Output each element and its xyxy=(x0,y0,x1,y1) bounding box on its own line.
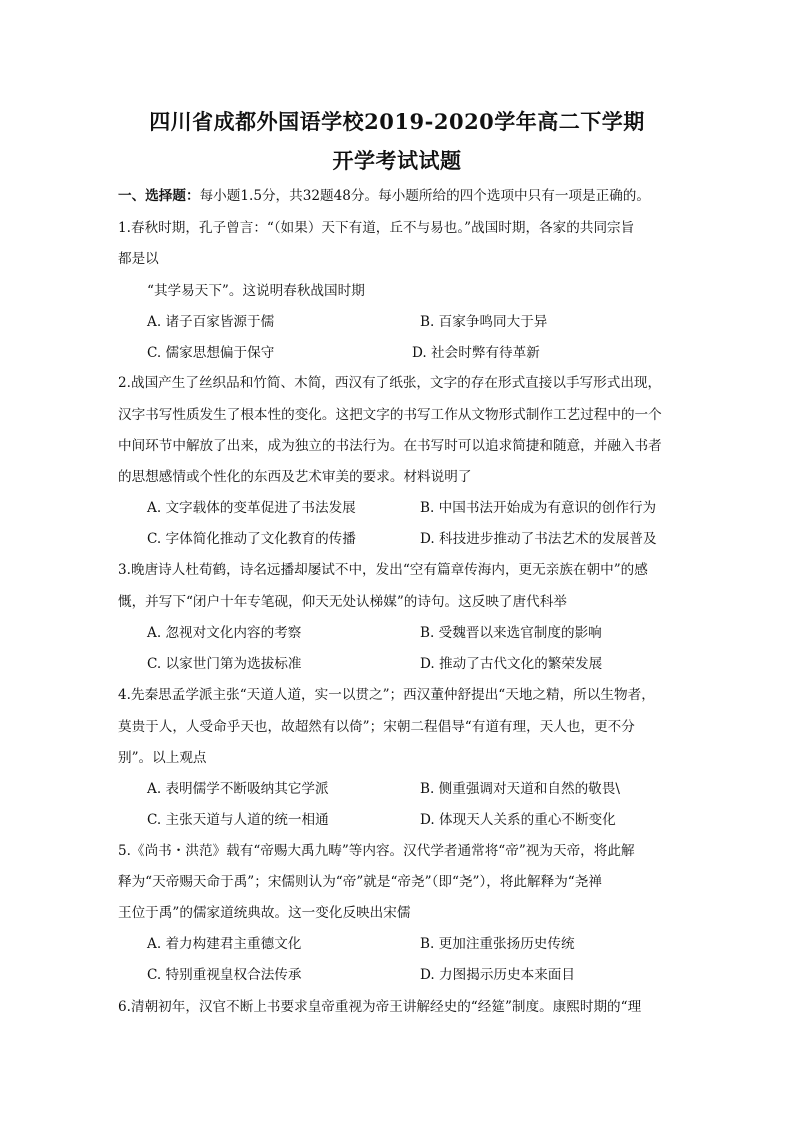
q2-option-c: C. 字体简化推动了文化教育的传播 xyxy=(147,531,356,547)
q3-stem-line: 慨，并写下“闭户十年专笔砚，仰天无处认梯媒”的诗句。这反映了唐代科举 xyxy=(118,594,567,610)
q3-stem-line: 3.晚唐诗人杜荀鹤，诗名远播却屡试不中，发出“空有篇章传海内，更无亲族在朝中”的感 xyxy=(118,562,648,578)
q2-stem-line: 的思想感情或个性化的东西及艺术审美的要求。材料说明了 xyxy=(118,469,472,485)
q4-option-d: D. 体现天人关系的重心不断变化 xyxy=(420,812,616,828)
q4-stem-line: 4.先秦思孟学派主张“天道人道，实一以贯之”；西汉董仲舒提出“天地之精，所以生物者， xyxy=(118,687,655,703)
q2-stem-line: 中间环节中解放了出来，成为独立的书法行为。在书写时可以追求简捷和随意，并融入书者 xyxy=(118,438,662,454)
q1-option-b: B. 百家争鸣同大于异 xyxy=(420,314,548,330)
section-label: 一、选择题： xyxy=(118,188,200,204)
exam-title-line2: 开学考试试题 xyxy=(332,148,462,173)
q1-stem-line: 1.春秋时期，孔子曾言：“（如果）天下有道，丘不与易也。”战国时期，各家的共同宗旨 xyxy=(118,220,635,236)
q5-option-c: C. 特别重视皇权合法传承 xyxy=(147,967,302,983)
section-instruction: 每小题1.5分，共32题48分。每小题所给的四个选项中只有一项是正确的。 xyxy=(199,188,650,204)
q1-option-c: C. 儒家思想偏于保守 xyxy=(147,345,275,361)
q3-option-a: A. 忽视对文化内容的考察 xyxy=(147,625,302,641)
q4-option-b: B. 侧重强调对天道和自然的敬畏\ xyxy=(420,781,620,797)
q4-option-c: C. 主张天道与人道的统一相通 xyxy=(147,812,329,828)
exam-title-line1: 四川省成都外国语学校2019-2020学年高二下学期 xyxy=(149,109,645,134)
q4-option-a: A. 表明儒学不断吸纳其它学派 xyxy=(147,781,329,797)
q3-option-b: B. 受魏晋以来选官制度的影响 xyxy=(420,625,602,641)
q1-option-a: A. 诸子百家皆源于儒 xyxy=(147,314,275,330)
q2-stem-line: 汉字书写性质发生了根本性的变化。这把文字的书写工作从文物形式制作工艺过程中的一个 xyxy=(118,407,662,423)
q5-stem-line: 5.《尚书・洪范》载有“帝赐大禹九畴”等内容。汉代学者通常将“帝”视为天帝，将此解 xyxy=(118,843,635,859)
q5-stem-line: 王位于禹”的儒家道统典故。这一变化反映出宋儒 xyxy=(118,905,411,921)
q2-option-a: A. 文字载体的变革促进了书法发展 xyxy=(147,500,356,516)
q2-option-d: D. 科技进步推动了书法艺术的发展普及 xyxy=(420,531,657,547)
q6-stem-line: 6.清朝初年，汉官不断上书要求皇帝重视为帝王讲解经史的“经筵”制度。康熙时期的“理 xyxy=(118,999,642,1015)
q4-stem-line: 莫贵于人，人受命乎天也，故超然有以倚”；宋朝二程倡导“有道有理，天人也，更不分 xyxy=(118,719,635,735)
section-heading xyxy=(118,186,688,206)
q3-option-d: D. 推动了古代文化的繁荣发展 xyxy=(420,656,603,672)
q1-option-d: D. 社会时弊有待革新 xyxy=(412,345,540,361)
q4-stem-line: 别”。以上观点 xyxy=(118,750,207,766)
q2-stem-line: 2.战国产生了丝织品和竹简、木简，西汉有了纸张，文字的存在形式直接以手写形式出现， xyxy=(118,375,662,391)
q1-stem-line: “其学易天下”。这说明春秋战国时期 xyxy=(147,283,365,299)
q5-option-b: B. 更加注重张扬历史传统 xyxy=(420,936,575,952)
q2-option-b: B. 中国书法开始成为有意识的创作行为 xyxy=(420,500,657,516)
q3-option-c: C. 以家世门第为选拔标准 xyxy=(147,656,302,672)
q5-option-a: A. 着力构建君主重德文化 xyxy=(147,936,302,952)
q1-stem-line: 都是以 xyxy=(118,251,159,267)
q5-option-d: D. 力图揭示历史本来面目 xyxy=(420,967,575,983)
q5-stem-line: 释为“天帝赐天命于禹”；宋儒则认为“帝”就是“帝尧”（即“尧”），将此解释为“尧禅 xyxy=(118,874,602,890)
